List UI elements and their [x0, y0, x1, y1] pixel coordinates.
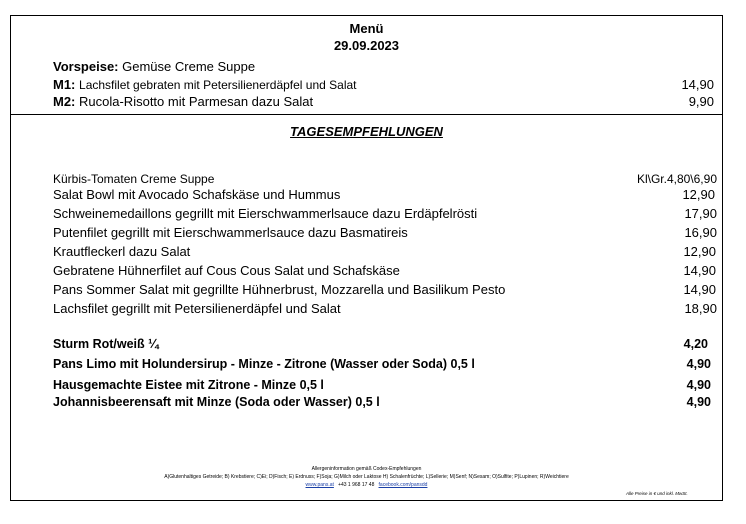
allergen-list: A)Glutenhaltiges Getreide; B) Krebstiere; C)Ei; D)Fisch; E) Erdnuss; F)Soja; G)Milch oder Laktose H) Schalenfrüchte; L)Sellerie; M)Senf; N)Sesam; O)Sulfite; P)Lupinen; R)Weichtiere [164, 474, 569, 480]
section-divider [10, 114, 723, 115]
prices-note: Alle Preise in € und inkl. MwSt. [626, 491, 688, 496]
starter-dish: Gemüse Creme Suppe [122, 59, 256, 74]
daily-item-price: 14,90 [683, 263, 716, 278]
daily-item-price: 16,90 [684, 225, 717, 240]
starter-line [53, 59, 255, 74]
starter-label: Vorspeise: [53, 59, 119, 74]
allergen-title: Allergeninformation gemäß Codex-Empfehlungen [311, 466, 422, 472]
beverage-price: 4,20 [683, 337, 708, 351]
daily-item-dish: Kürbis-Tomaten Creme Suppe [53, 172, 215, 186]
daily-heading: TAGESEMPFEHLUNGEN [290, 124, 443, 139]
daily-item-dish: Krautfleckerl dazu Salat [53, 244, 191, 259]
m2-dish: Rucola-Risotto mit Parmesan dazu Salat [79, 94, 314, 109]
m1-dish: Lachsfilet gebraten mit Petersilienerdäpfel und Salat [79, 78, 357, 92]
daily-item-dish: Gebratene Hühnerfilet auf Cous Cous Salat und Schafskäse [53, 263, 400, 278]
daily-item-price: 12,90 [683, 244, 716, 259]
daily-item-price: 17,90 [684, 206, 717, 221]
facebook-link[interactable]: facebook.com/pansdd [378, 482, 428, 488]
phone-number: +43 1 968 17 48 [338, 482, 375, 488]
m2-label: M2: [53, 94, 76, 109]
daily-item-dish: Lachsfilet gegrillt mit Petersilienerdäpfel und Salat [53, 301, 341, 316]
m2-price: 9,90 [688, 94, 714, 109]
m2-line [53, 94, 313, 109]
beverage-price: 4,90 [686, 395, 711, 409]
m1-label: M1: [53, 77, 76, 92]
m1-price: 14,90 [681, 77, 714, 92]
daily-item-price: 18,90 [684, 301, 717, 316]
menu-date: 29.09.2023 [333, 38, 400, 53]
daily-item-price: 12,90 [682, 187, 715, 202]
beverage-name: Sturm Rot/weiß ¼ [53, 337, 159, 351]
contact-line [10, 482, 723, 488]
menu-title: Menü [349, 21, 384, 36]
daily-item-price: 14,90 [683, 282, 716, 297]
daily-item-dish: Salat Bowl mit Avocado Schafskäse und Hummus [53, 187, 341, 202]
beverage-name: Hausgemachte Eistee mit Zitrone - Minze 0,5 l [53, 378, 324, 392]
beverage-price: 4,90 [686, 378, 711, 392]
daily-item-dish: Putenfilet gegrillt mit Eierschwammerlsauce dazu Basmatireis [53, 225, 408, 240]
daily-item-dish: Schweinemedaillons gegrillt mit Eierschwammerlsauce dazu Erdäpfelrösti [53, 206, 478, 221]
beverage-name: Johannisbeerensaft mit Minze (Soda oder Wasser) 0,5 l [53, 395, 380, 409]
m1-line [53, 77, 357, 92]
daily-item-price: Kl\Gr.4,80\6,90 [636, 172, 717, 186]
beverage-name: Pans Limo mit Holundersirup - Minze - Zitrone (Wasser oder Soda) 0,5 l [53, 357, 475, 371]
beverage-price: 4,90 [686, 357, 711, 371]
daily-item-dish: Pans Sommer Salat mit gegrillte Hühnerbrust, Mozzarella und Basilikum Pesto [53, 282, 506, 297]
website-link[interactable]: www.pans.at [305, 482, 334, 488]
